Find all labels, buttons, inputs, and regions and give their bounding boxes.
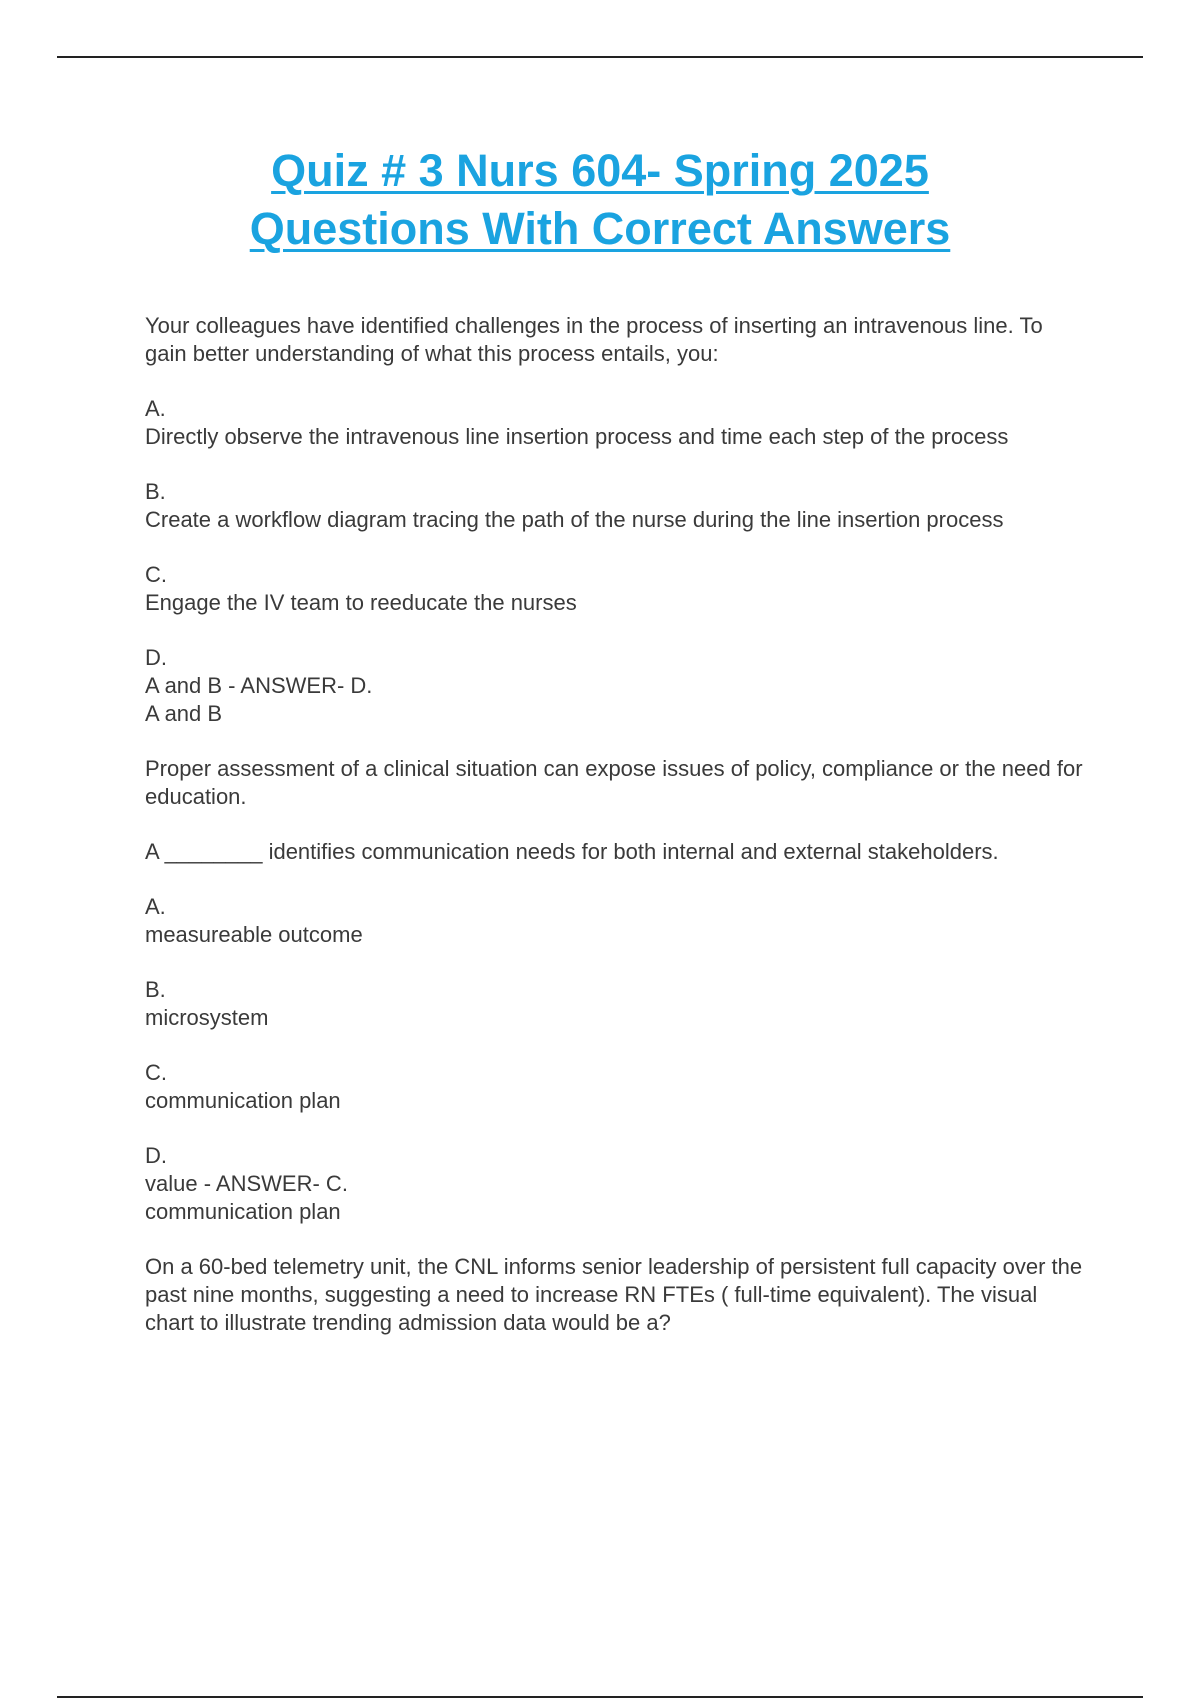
header-rule [57, 56, 1143, 58]
question-1-option-c-text: Engage the IV team to reeducate the nurses [145, 590, 577, 615]
question-3-stem: On a 60-bed telemetry unit, the CNL informs senior leadership of persistent full capacity over the past nine months, suggesting a need to increase RN FTEs ( full-time equivalent). The visual chart to illustrate trending admission data would be a? [145, 1254, 1083, 1335]
question-2-option-d-letter: D. [145, 1143, 167, 1168]
question-2-stem: A ________ identifies communication needs for both internal and external stakeholders. [145, 839, 999, 864]
question-1-option-b-text: Create a workflow diagram tracing the path of the nurse during the line insertion process [145, 507, 1004, 532]
title-line-2: Questions With Correct Answers [249, 203, 951, 254]
question-1-option-c-letter: C. [145, 562, 167, 587]
question-1-answer: A and B [145, 701, 223, 726]
question-1-stem: Your colleagues have identified challenges in the process of inserting an intravenous line. To gain better understanding of what this process entails, you: [145, 313, 1043, 366]
question-2-option-a-letter: A. [145, 894, 166, 919]
question-2-intro: Proper assessment of a clinical situation can expose issues of policy, compliance or the need for education. [145, 756, 1083, 809]
question-1-option-d-text: A and B - ANSWER- D. [145, 673, 373, 698]
title-line-1: Quiz # 3 Nurs 604- Spring 2025 [271, 145, 929, 196]
question-2-option-b-letter: B. [145, 977, 166, 1002]
question-1-option-a-letter: A. [145, 396, 166, 421]
question-2-option-c-letter: C. [145, 1060, 167, 1085]
question-1-option-d-letter: D. [145, 645, 167, 670]
footer-rule [57, 1696, 1143, 1698]
document-body [145, 312, 1090, 1364]
question-2-option-c-text: communication plan [145, 1088, 341, 1113]
document-title [0, 142, 1200, 258]
question-2-answer: communication plan [145, 1199, 341, 1224]
question-1-option-b-letter: B. [145, 479, 166, 504]
question-2-option-b-text: microsystem [145, 1005, 269, 1030]
question-1-option-a-text: Directly observe the intravenous line insertion process and time each step of the process [145, 424, 1009, 449]
question-2-option-a-text: measureable outcome [145, 922, 363, 947]
question-2-option-d-text: value - ANSWER- C. [145, 1171, 348, 1196]
